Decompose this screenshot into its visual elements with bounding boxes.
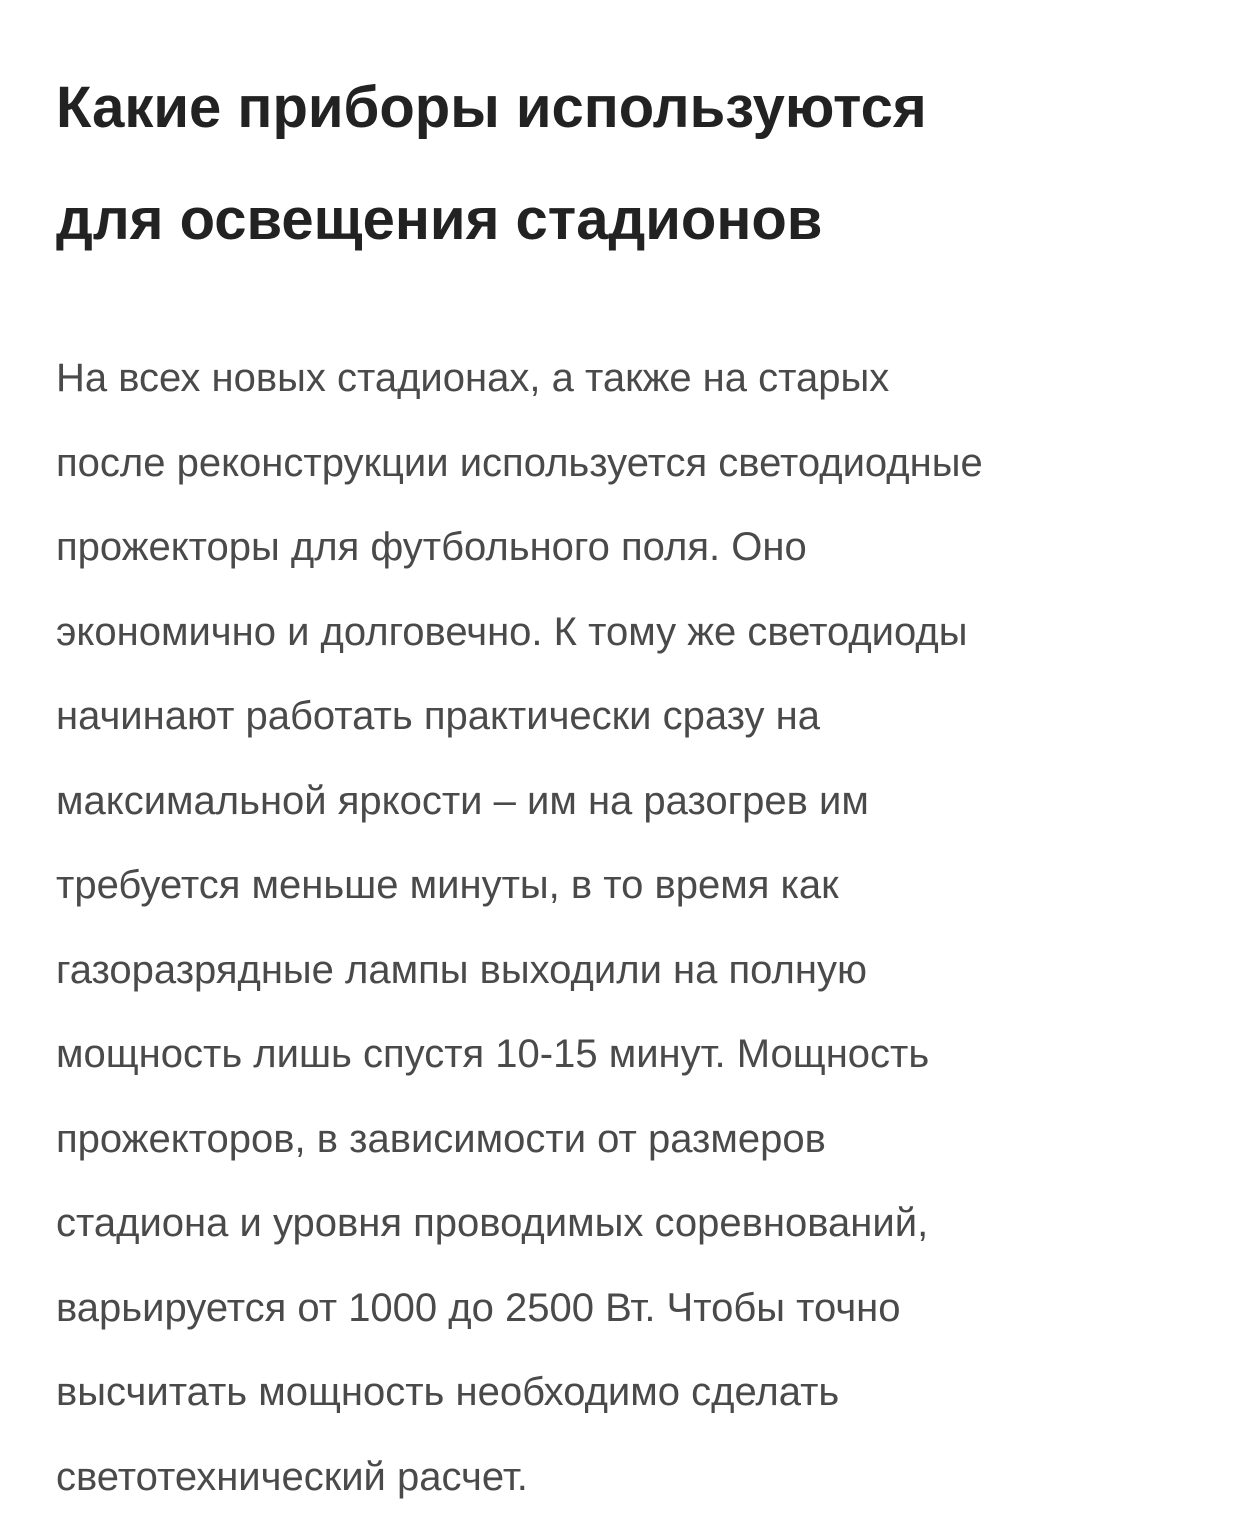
article-paragraph	[56, 276, 1216, 1519]
paragraph-line: начинают работать практически сразу на	[56, 694, 821, 738]
paragraph-line: стадиона и уровня проводимых соревнований,	[56, 1201, 929, 1245]
paragraph-line: прожекторы для футбольного поля. Оно	[56, 525, 807, 569]
paragraph-line: прожекторов, в зависимости от размеров	[56, 1116, 826, 1161]
article-title	[56, 0, 1216, 276]
paragraph-line: газоразрядные лампы выходили на полную	[56, 947, 867, 992]
paragraph-line: требуется меньше минуты, в то время как	[56, 863, 839, 907]
article	[56, 0, 1216, 1519]
paragraph-line: высчитать мощность необходимо сделать	[56, 1370, 840, 1414]
paragraph-line: светотехнический расчет.	[56, 1454, 528, 1499]
paragraph-line: На всех новых стадионах, а также на старых	[56, 356, 890, 400]
paragraph-line: варьируется от 1000 до 2500 Вт. Чтобы точно	[56, 1285, 901, 1330]
article-title-line: для освещения стадионов	[56, 187, 823, 252]
paragraph-line: после реконструкции используется светодиодные	[56, 440, 983, 485]
paragraph-line: экономично и долговечно. К тому же светодиоды	[56, 609, 968, 654]
paragraph-line: максимальной яркости – им на разогрев им	[56, 778, 869, 823]
paragraph-line: мощность лишь спустя 10-15 минут. Мощность	[56, 1032, 930, 1076]
article-title-line: Какие приборы используются	[56, 75, 927, 140]
